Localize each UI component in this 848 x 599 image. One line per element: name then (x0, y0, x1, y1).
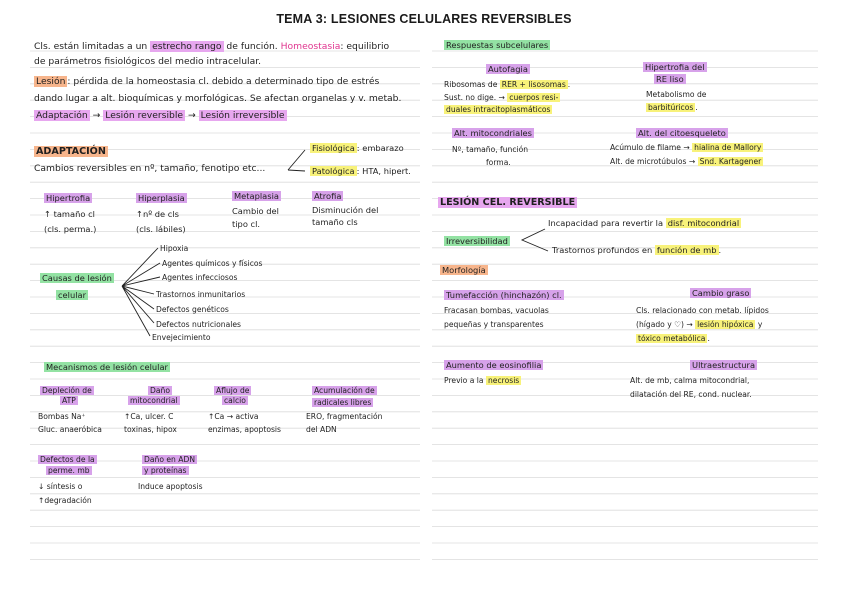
intro-line-4: dando lugar a alt. bioquímicas y morfológicas. Se afectan organelas y v. metab. (34, 93, 402, 104)
type-hiperplasia-l2: (cls. lábiles) (136, 224, 186, 234)
mec-card-adn-l1: Induce apoptosis (138, 482, 203, 491)
mec-card-mb-l2: ↑degradación (38, 496, 92, 505)
type-metaplasia: Metaplasia (234, 191, 279, 201)
autofagia-l1: Ribosomas de RER + lisosomas . (444, 80, 571, 89)
causa-item: Defectos nutricionales (156, 320, 242, 329)
type-atrofia-l1: Disminución del (312, 205, 379, 215)
causa-item: Envejecimiento (152, 333, 211, 342)
causa-item: Hipoxia (160, 244, 189, 253)
hipertrofia-re-l2: barbitúricos . (648, 103, 698, 112)
causa-item: Agentes infecciosos (162, 273, 238, 282)
intro-line-5: Adaptación → Lesión reversible → Lesión irreversible (36, 110, 285, 121)
tumefaccion-l1: Fracasan bombas, vacuolas (444, 306, 549, 315)
type-hipertrofia-l1: ↑ tamaño cl (44, 209, 95, 219)
tumefaccion-label: Tumefacción (hinchazón) cl. (446, 290, 562, 300)
alt-mito-label: Alt. mitocondriales (454, 128, 532, 138)
intro-line-3: Lesión : pérdida de la homeostasia cl. debido a determinado tipo de estrés (36, 76, 380, 87)
type-hiperplasia: Hiperplasia (138, 193, 185, 203)
mec-card-mito-h2: mitocondrial (130, 396, 178, 405)
type-hipertrofia: Hipertrofia (46, 193, 91, 203)
adaptacion-heading: ADAPTACIÓN (36, 146, 106, 157)
type-hipertrofia-l2: (cls. perma.) (44, 224, 97, 234)
autofagia-label: Autofagia (488, 64, 528, 74)
causa-item: Defectos genéticos (156, 305, 229, 314)
autofagia-l3: duales intracitoplasmáticos (446, 105, 551, 114)
mec-card-adn-h2: y proteínas (144, 466, 187, 475)
mec-card-rl-l1: ERO, fragmentación (306, 412, 383, 421)
hipertrofia-re-l1: Metabolismo de (646, 90, 707, 99)
mec-card-ca-h1: Aflujo de (216, 386, 250, 395)
causas-label-2: celular (58, 290, 87, 300)
respuestas-heading: Respuestas subcelulares (446, 40, 549, 50)
mec-card-atp-h2: ATP (62, 396, 76, 405)
ultra-l2: dilatación del RE, cond. nuclear. (630, 390, 752, 399)
mec-card-mb-l1: ↓ síntesis o (38, 482, 83, 491)
causa-item: Trastornos inmunitarios (156, 290, 246, 299)
hipertrofia-re-label1: Hipertrofia del (645, 62, 705, 72)
irreversibilidad-label: Irreversibilidad (446, 236, 508, 246)
alt-mito-l1: Nº, tamaño, función (452, 145, 529, 154)
hipertrofia-re-label2: RE liso (656, 74, 684, 84)
type-metaplasia-l1: Cambio del (232, 206, 279, 216)
mec-card-atp-h1: Depleción de (42, 386, 92, 395)
type-atrofia: Atrofia (314, 191, 342, 201)
adaptacion-text: Cambios reversibles en nº, tamaño, fenotipo etc... (34, 163, 266, 174)
eosinofilia-label: Aumento de eosinofilia (446, 360, 542, 370)
irrev-line-1: Incapacidad para revertir la disf. mitocondrial (548, 218, 740, 228)
alt-cito-l2: Alt. de microtúbulos → Snd. Kartagener (610, 157, 762, 166)
type-hiperplasia-l1: ↑nº de cls (136, 209, 179, 219)
causas-label-1: Causas de lesión (42, 273, 112, 283)
mec-card-rl-h1: Acumulación de (314, 386, 375, 395)
adaptacion-patologica: Patológica : HTA, hipert. (312, 166, 411, 176)
alt-cito-l1: Acúmulo de filame → hialina de Mallory (610, 143, 762, 152)
mecanismos-heading: Mecanismos de lesión celular (46, 362, 168, 372)
type-metaplasia-l2: tipo cl. (232, 219, 261, 229)
eosinofilia-l1: Previo a la necrosis (444, 376, 520, 385)
cambio-graso-l2: (hígado y ♡) → lesión hipóxica y (636, 320, 763, 329)
alt-cito-label: Alt. del citoesqueleto (638, 128, 726, 138)
intro-line-2: de parámetros fisiológicos del medio intracelular. (34, 56, 262, 67)
lesion-heading: LESIÓN CEL. REVERSIBLE (440, 197, 576, 208)
mec-card-ca-l2: enzimas, apoptosis (208, 425, 282, 434)
alt-mito-l2: forma. (486, 158, 511, 167)
cambio-graso-label: Cambio graso (692, 288, 750, 298)
ultra-label: Ultraestructura (692, 360, 756, 370)
page-title: TEMA 3: LESIONES CELULARES REVERSIBLES (276, 12, 572, 26)
type-atrofia-l2: tamaño cls (312, 217, 358, 227)
tumefaccion-l2: pequeñas y transparentes (444, 320, 544, 329)
adaptacion-fisiologica: Fisiológica : embarazo (312, 143, 404, 153)
autofagia-l2: Sust. no dige. → cuerpos resi- (444, 93, 559, 102)
mec-card-mito-l1: ↑Ca, ulcer. C (124, 412, 174, 421)
mec-card-atp-l2: Gluc. anaeróbica (38, 425, 102, 434)
cambio-graso-l3: tóxico metabólica . (638, 334, 710, 343)
intro-line-1: Cls. están limitadas a un estrecho rango de función. Homeostasia: equilibrio (34, 41, 390, 52)
irrev-line-2: Trastornos profundos en función de mb . (552, 245, 722, 255)
mec-card-ca-h2: calcio (224, 396, 246, 405)
ultra-l1: Alt. de mb, calma mitocondrial, (630, 376, 750, 385)
morfologia-label: Morfología (442, 265, 486, 275)
mec-card-mb-h1: Defectos de la (40, 455, 95, 464)
mec-card-rl-h2: radicales libres (314, 398, 372, 407)
mec-card-rl-l2: del ADN (306, 425, 337, 434)
mec-card-atp-l1: Bombas Na⁺ (38, 412, 86, 421)
mec-card-mb-h2: perme. mb (48, 466, 90, 475)
cambio-graso-l1: Cls. relacionado con metab. lípidos (636, 306, 769, 315)
causa-item: Agentes químicos y físicos (162, 259, 263, 268)
mec-card-mito-h1: Daño (150, 386, 170, 395)
mec-card-ca-l1: ↑Ca → activa (208, 412, 259, 421)
mec-card-adn-h1: Daño en ADN (144, 455, 195, 464)
mec-card-mito-l2: toxinas, hipox (124, 425, 177, 434)
